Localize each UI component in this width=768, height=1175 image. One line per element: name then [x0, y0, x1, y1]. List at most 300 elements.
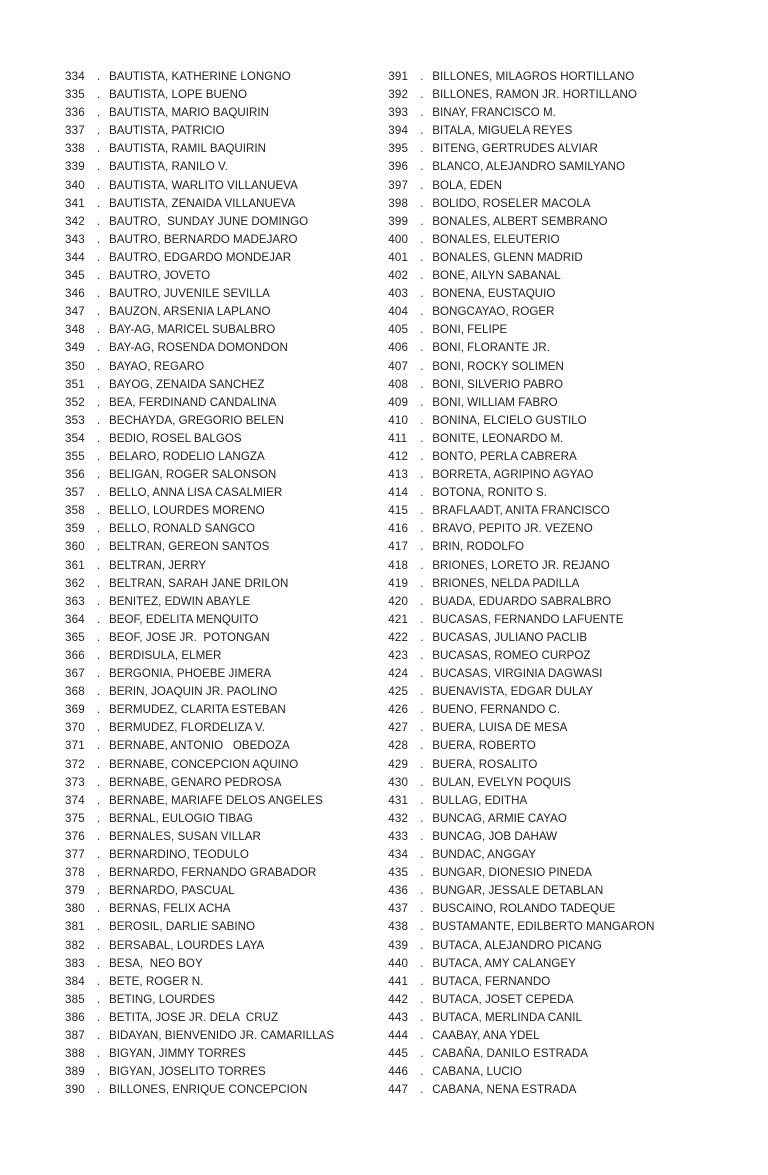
entry-number: 445 [388, 1047, 409, 1061]
entry-separator: . [420, 1065, 424, 1079]
entry-number: 344 [65, 250, 85, 264]
roster-columns [40, 68, 728, 1099]
entry-number: 399 [388, 214, 409, 228]
entry-number: 422 [388, 630, 409, 644]
roster-entry [388, 68, 728, 86]
roster-entry [388, 1027, 728, 1045]
entry-name: BELTRAN, GEREON SANTOS [109, 540, 270, 554]
roster-entry [388, 321, 728, 339]
entry-separator: . [420, 341, 424, 355]
entry-name: BUENAVISTA, EDGAR DULAY [432, 685, 594, 699]
entry-separator: . [420, 540, 424, 554]
entry-number: 335 [65, 88, 85, 102]
roster-entry [65, 792, 362, 810]
entry-name: BUCASAS, VIRGINIA DAGWASI [432, 667, 603, 681]
entry-name: BUTACA, ALEJANDRO PICANG [432, 938, 602, 952]
entry-name: BERNARDINO, TEODULO [109, 848, 249, 862]
entry-number: 361 [65, 558, 85, 572]
entry-name: BUERA, ROBERTO [432, 739, 536, 753]
entry-number: 336 [65, 106, 85, 120]
roster-entry [388, 104, 728, 122]
entry-name: BEA, FERDINAND CANDALINA [109, 395, 277, 409]
entry-separator: . [97, 793, 101, 807]
entry-number: 391 [388, 70, 409, 83]
entry-name: BUTACA, MERLINDA CANIL [432, 1010, 582, 1024]
entry-name: BAUZON, ARSENIA LAPLANO [109, 305, 271, 319]
entry-separator: . [420, 956, 424, 970]
entry-name: BLANCO, ALEJANDRO SAMILYANO [432, 160, 626, 174]
entry-name: BORRETA, AGRIPINO AGYAO [432, 468, 594, 482]
entry-separator: . [420, 576, 424, 590]
entry-separator: . [97, 649, 101, 662]
entry-name: BERNABE, CONCEPCION AQUINO [109, 757, 299, 771]
entry-separator: . [97, 721, 101, 735]
roster-entry [65, 448, 362, 466]
entry-name: BULAN, EVELYN POQUIS [432, 775, 571, 789]
entry-separator: . [97, 848, 101, 862]
roster-entry [65, 86, 362, 104]
entry-name: BAYOG, ZENAIDA SANCHEZ [109, 377, 265, 391]
entry-separator: . [420, 848, 424, 862]
entry-separator: . [97, 88, 101, 102]
entry-number: 428 [388, 739, 409, 753]
entry-separator: . [97, 1010, 101, 1024]
entry-separator: . [97, 576, 101, 590]
entry-number: 378 [65, 866, 85, 880]
entry-number: 364 [65, 612, 85, 626]
entry-number: 343 [65, 232, 85, 246]
entry-separator: . [97, 178, 101, 192]
roster-entry [65, 756, 362, 774]
entry-separator: . [97, 413, 101, 427]
roster-entry [65, 285, 362, 303]
entry-name: BONE, AILYN SABANAL [432, 269, 561, 283]
entry-name: BUENO, FERNANDO C. [432, 703, 561, 717]
entry-separator: . [97, 449, 101, 463]
entry-name: BERSABAL, LOURDES LAYA [109, 938, 265, 952]
entry-number: 440 [388, 956, 409, 970]
entry-name: BECHAYDA, GREGORIO BELEN [109, 413, 284, 427]
entry-name: BUCASAS, JULIANO PACLIB [432, 630, 588, 644]
entry-separator: . [420, 377, 424, 391]
roster-entry [388, 683, 728, 701]
entry-number: 432 [388, 811, 409, 825]
roster-entry [388, 792, 728, 810]
entry-number: 397 [388, 178, 409, 192]
entry-separator: . [97, 594, 101, 608]
entry-number: 355 [65, 449, 85, 463]
entry-number: 349 [65, 341, 85, 355]
entry-separator: . [97, 884, 101, 898]
roster-entry [388, 213, 728, 231]
entry-separator: . [420, 938, 424, 952]
roster-entry [388, 303, 728, 321]
entry-number: 342 [65, 214, 85, 228]
entry-number: 421 [388, 612, 409, 626]
entry-separator: . [97, 106, 101, 120]
entry-name: BRIONES, LORETO JR. REJANO [432, 558, 610, 572]
roster-entry [65, 1081, 362, 1099]
entry-name: BUSCAINO, ROLANDO TADEQUE [432, 902, 616, 916]
roster-entry [65, 1009, 362, 1027]
entry-separator: . [420, 703, 424, 717]
roster-entry [65, 1027, 362, 1045]
entry-name: BAY-AG, ROSENDA DOMONDON [109, 341, 288, 355]
entry-separator: . [420, 305, 424, 319]
entry-number: 423 [388, 649, 409, 662]
entry-separator: . [97, 920, 101, 934]
roster-entry [65, 520, 362, 538]
entry-name: BUTACA, AMY CALANGEY [432, 956, 576, 970]
entry-name: BAUTRO, JUVENILE SEVILLA [109, 287, 270, 301]
entry-separator: . [97, 522, 101, 536]
entry-number: 389 [65, 1065, 85, 1079]
roster-entry [388, 249, 728, 267]
roster-entry [65, 1063, 362, 1081]
entry-separator: . [420, 594, 424, 608]
entry-separator: . [97, 468, 101, 482]
entry-name: BUNDAC, ANGGAY [432, 848, 537, 862]
entry-name: BUERA, LUISA DE MESA [432, 721, 568, 735]
roster-entry [65, 955, 362, 973]
roster-entry [65, 484, 362, 502]
entry-number: 368 [65, 685, 85, 699]
entry-name: BERNABE, MARIAFE DELOS ANGELES [109, 793, 323, 807]
entry-name: BERNABE, ANTONIO OBEDOZA [109, 739, 290, 753]
entry-number: 366 [65, 649, 85, 662]
entry-separator: . [97, 667, 101, 681]
entry-number: 386 [65, 1010, 85, 1024]
entry-number: 412 [388, 449, 409, 463]
entry-name: BETE, ROGER N. [109, 974, 204, 988]
entry-separator: . [420, 757, 424, 771]
entry-name: BUTACA, FERNANDO [432, 974, 551, 988]
entry-name: BONI, FLORANTE JR. [432, 341, 550, 355]
roster-entry [388, 846, 728, 864]
entry-number: 338 [65, 142, 85, 156]
entry-name: BULLAG, EDITHA [432, 793, 528, 807]
entry-number: 443 [388, 1010, 409, 1024]
roster-entry [388, 1081, 728, 1099]
entry-separator: . [420, 232, 424, 246]
roster-entry [65, 918, 362, 936]
entry-name: BELLO, LOURDES MORENO [109, 504, 265, 518]
entry-separator: . [97, 938, 101, 952]
entry-number: 406 [388, 341, 409, 355]
entry-number: 416 [388, 522, 409, 536]
entry-number: 400 [388, 232, 409, 246]
entry-number: 436 [388, 884, 409, 898]
roster-entry [388, 737, 728, 755]
entry-name: CABAÑA, DANILO ESTRADA [432, 1047, 588, 1061]
roster-entry [388, 1009, 728, 1027]
entry-name: BEROSIL, DARLIE SABINO [109, 920, 256, 934]
entry-separator: . [97, 431, 101, 445]
entry-number: 392 [388, 88, 409, 102]
roster-entry [388, 647, 728, 665]
entry-name: BAUTISTA, LOPE BUENO [109, 88, 248, 102]
entry-separator: . [420, 486, 424, 500]
roster-entry [388, 756, 728, 774]
entry-separator: . [420, 88, 424, 102]
entry-name: BONI, FELIPE [432, 323, 508, 337]
entry-separator: . [97, 160, 101, 174]
roster-entry [388, 448, 728, 466]
roster-entry [388, 502, 728, 520]
entry-number: 385 [65, 992, 85, 1006]
roster-entry [65, 339, 362, 357]
roster-entry [65, 991, 362, 1009]
roster-entry [65, 701, 362, 719]
roster-entry [65, 1045, 362, 1063]
entry-separator: . [420, 649, 424, 662]
entry-name: BONTO, PERLA CABRERA [432, 449, 577, 463]
roster-entry [65, 864, 362, 882]
entry-number: 417 [388, 540, 409, 554]
entry-name: BOLA, EDEN [432, 178, 503, 192]
entry-number: 375 [65, 811, 85, 825]
entry-number: 360 [65, 540, 85, 554]
entry-separator: . [420, 1047, 424, 1061]
entry-name: BERMUDEZ, CLARITA ESTEBAN [109, 703, 286, 717]
roster-entry [388, 882, 728, 900]
entry-number: 377 [65, 848, 85, 862]
entry-number: 337 [65, 124, 85, 138]
entry-separator: . [420, 449, 424, 463]
entry-number: 367 [65, 667, 85, 681]
entry-number: 434 [388, 848, 409, 862]
roster-entry [65, 810, 362, 828]
entry-name: BAUTISTA, MARIO BAQUIRIN [109, 106, 270, 120]
entry-number: 373 [65, 775, 85, 789]
entry-separator: . [420, 287, 424, 301]
roster-entry [65, 68, 362, 86]
entry-number: 354 [65, 431, 85, 445]
entry-number: 390 [65, 1083, 85, 1097]
entry-separator: . [420, 214, 424, 228]
roster-entry [65, 158, 362, 176]
entry-number: 431 [388, 793, 409, 807]
entry-name: BELLO, RONALD SANGCO [109, 522, 256, 536]
roster-column-left [40, 68, 362, 1099]
entry-separator: . [97, 142, 101, 156]
entry-number: 376 [65, 829, 85, 843]
entry-number: 383 [65, 956, 85, 970]
entry-separator: . [97, 1028, 101, 1042]
roster-entry [65, 665, 362, 683]
entry-number: 370 [65, 721, 85, 735]
entry-name: BONI, SILVERIO PABRO [432, 377, 564, 391]
roster-entry [65, 538, 362, 556]
entry-separator: . [97, 540, 101, 554]
entry-name: BUCASAS, ROMEO CURPOZ [432, 649, 591, 662]
entry-separator: . [420, 178, 424, 192]
entry-number: 395 [388, 142, 409, 156]
roster-entry [388, 466, 728, 484]
entry-name: BILLONES, MILAGROS HORTILLANO [432, 70, 635, 83]
entry-name: BAUTRO, BERNARDO MADEJARO [109, 232, 298, 246]
roster-entry [65, 104, 362, 122]
entry-separator: . [97, 739, 101, 753]
entry-separator: . [420, 70, 424, 83]
entry-number: 405 [388, 323, 409, 337]
roster-entry [388, 955, 728, 973]
entry-number: 353 [65, 413, 85, 427]
roster-entry [388, 900, 728, 918]
entry-separator: . [420, 522, 424, 536]
roster-entry [65, 846, 362, 864]
roster-entry [388, 629, 728, 647]
roster-entry [388, 937, 728, 955]
entry-separator: . [97, 250, 101, 264]
entry-name: BELARO, RODELIO LANGZA [109, 449, 265, 463]
entry-number: 418 [388, 558, 409, 572]
entry-separator: . [97, 558, 101, 572]
roster-entry [65, 683, 362, 701]
entry-separator: . [97, 612, 101, 626]
roster-entry [388, 538, 728, 556]
roster-entry [388, 231, 728, 249]
entry-number: 439 [388, 938, 409, 952]
entry-separator: . [420, 775, 424, 789]
roster-entry [388, 1045, 728, 1063]
roster-entry [388, 593, 728, 611]
entry-name: BEDIO, ROSEL BALGOS [109, 431, 242, 445]
entry-name: BERMUDEZ, FLORDELIZA V. [109, 721, 265, 735]
entry-number: 433 [388, 829, 409, 843]
entry-number: 398 [388, 196, 409, 210]
entry-name: BONI, WILLIAM FABRO [432, 395, 558, 409]
entry-name: BAUTISTA, KATHERINE LONGNO [109, 70, 291, 83]
entry-separator: . [97, 902, 101, 916]
entry-separator: . [420, 612, 424, 626]
entry-number: 411 [388, 431, 408, 445]
entry-name: BELTRAN, SARAH JANE DRILON [109, 576, 289, 590]
entry-separator: . [97, 703, 101, 717]
entry-separator: . [97, 359, 101, 373]
roster-entry [65, 647, 362, 665]
entry-number: 410 [388, 413, 409, 427]
entry-separator: . [420, 1028, 424, 1042]
entry-number: 379 [65, 884, 85, 898]
roster-entry [65, 575, 362, 593]
entry-number: 444 [388, 1028, 409, 1042]
roster-entry [65, 412, 362, 430]
roster-entry [65, 303, 362, 321]
entry-number: 341 [65, 196, 85, 210]
entry-name: BAUTISTA, PATRICIO [109, 124, 225, 138]
entry-name: BERGONIA, PHOEBE JIMERA [109, 667, 272, 681]
entry-separator: . [420, 829, 424, 843]
entry-number: 348 [65, 323, 85, 337]
entry-name: BERDISULA, ELMER [109, 649, 222, 662]
entry-number: 352 [65, 395, 85, 409]
entry-name: BERNALES, SUSAN VILLAR [109, 829, 261, 843]
entry-separator: . [97, 323, 101, 337]
entry-separator: . [420, 685, 424, 699]
roster-entry [65, 231, 362, 249]
roster-entry [388, 520, 728, 538]
entry-name: BONALES, GLENN MADRID [432, 250, 583, 264]
entry-name: BONALES, ELEUTERIO [432, 232, 560, 246]
entry-separator: . [97, 992, 101, 1006]
entry-name: BIGYAN, JIMMY TORRES [109, 1047, 246, 1061]
entry-separator: . [420, 667, 424, 681]
roster-entry [388, 285, 728, 303]
roster-entry [65, 321, 362, 339]
entry-number: 345 [65, 269, 85, 283]
entry-number: 356 [65, 468, 85, 482]
roster-entry [388, 195, 728, 213]
entry-number: 438 [388, 920, 409, 934]
entry-separator: . [97, 269, 101, 283]
roster-entry [65, 737, 362, 755]
entry-separator: . [420, 630, 424, 644]
entry-separator: . [97, 974, 101, 988]
entry-number: 340 [65, 178, 85, 192]
entry-name: BRAVO, PEPITO JR. VEZENO [432, 522, 593, 536]
entry-number: 435 [388, 866, 409, 880]
roster-entry [65, 358, 362, 376]
entry-separator: . [97, 486, 101, 500]
entry-separator: . [420, 1083, 424, 1097]
roster-entry [65, 937, 362, 955]
roster-entry [388, 774, 728, 792]
entry-number: 442 [388, 992, 409, 1006]
entry-number: 426 [388, 703, 409, 717]
entry-name: BUTACA, JOSET CEPEDA [432, 992, 574, 1006]
entry-number: 393 [388, 106, 409, 120]
entry-name: BONI, ROCKY SOLIMEN [432, 359, 564, 373]
roster-entry [388, 140, 728, 158]
roster-entry [65, 882, 362, 900]
entry-number: 351 [65, 377, 85, 391]
entry-separator: . [420, 739, 424, 753]
entry-name: CAABAY, ANA YDEL [432, 1028, 540, 1042]
entry-number: 402 [388, 269, 409, 283]
entry-name: BRAFLAADT, ANITA FRANCISCO [432, 504, 610, 518]
entry-number: 408 [388, 377, 409, 391]
entry-separator: . [420, 269, 424, 283]
entry-name: BINAY, FRANCISCO M. [432, 106, 556, 120]
entry-name: BRIN, RODOLFO [432, 540, 524, 554]
entry-separator: . [97, 1065, 101, 1079]
entry-name: BAUTRO, EDGARDO MONDEJAR [109, 250, 292, 264]
entry-separator: . [420, 395, 424, 409]
roster-entry [388, 339, 728, 357]
entry-name: BONINA, ELCIELO GUSTILO [432, 413, 587, 427]
entry-name: BONENA, EUSTAQUIO [432, 287, 556, 301]
entry-separator: . [97, 341, 101, 355]
entry-number: 403 [388, 287, 409, 301]
entry-name: BERIN, JOAQUIN JR. PAOLINO [109, 685, 278, 699]
roster-entry [388, 918, 728, 936]
entry-name: BERNARDO, PASCUAL [109, 884, 235, 898]
roster-entry [388, 810, 728, 828]
entry-name: BAUTISTA, WARLITO VILLANUEVA [109, 178, 298, 192]
roster-entry [65, 177, 362, 195]
entry-separator: . [97, 214, 101, 228]
roster-entry [65, 213, 362, 231]
entry-number: 362 [65, 576, 85, 590]
entry-separator: . [420, 504, 424, 518]
entry-name: BAUTISTA, ZENAIDA VILLANUEVA [109, 196, 296, 210]
entry-name: BUNGAR, DIONESIO PINEDA [432, 866, 592, 880]
entry-separator: . [420, 413, 424, 427]
entry-number: 339 [65, 160, 85, 174]
entry-number: 430 [388, 775, 409, 789]
entry-separator: . [97, 956, 101, 970]
